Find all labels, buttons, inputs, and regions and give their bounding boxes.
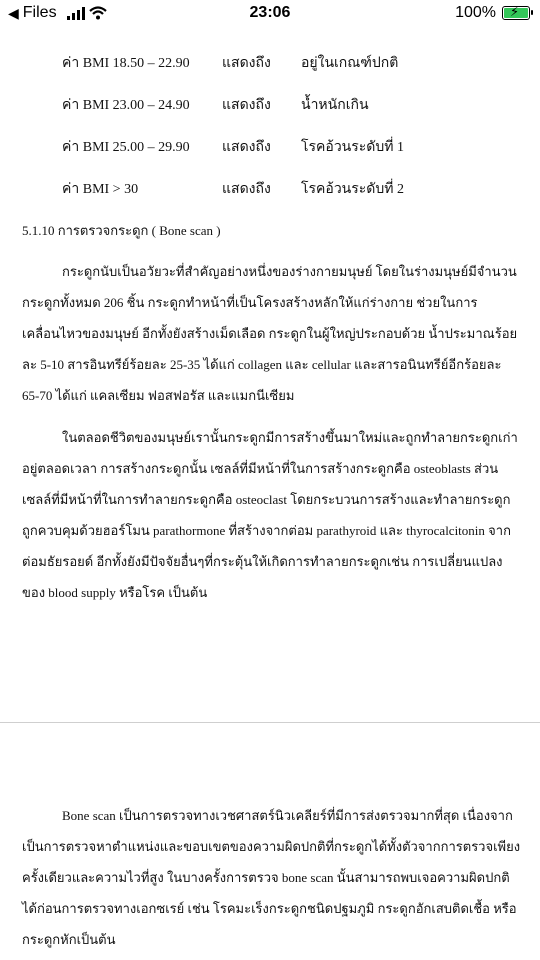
bmi-range: ค่า BMI 25.00 – 29.90	[62, 140, 190, 155]
page-divider	[0, 722, 540, 723]
bmi-range: ค่า BMI 18.50 – 22.90	[62, 56, 190, 71]
bmi-meaning: น้ำหนักเกิน	[301, 98, 369, 113]
bmi-range: ค่า BMI 23.00 – 24.90	[62, 98, 190, 113]
bmi-meaning: โรคอ้วนระดับที่ 1	[301, 140, 404, 155]
bmi-range: ค่า BMI > 30	[62, 182, 139, 197]
bmi-verb: แสดงถึง	[222, 56, 271, 71]
bmi-meaning: อยู่ในเกณฑ์ปกติ	[301, 56, 399, 71]
bmi-verb: แสดงถึง	[222, 98, 271, 113]
paragraph-text: กระดูกนับเป็นอวัยวะที่สำคัญอย่างหนึ่งของร่างกายมนุษย์ โดยในร่างมนุษย์มีจำนวนกระดูกทั้งหมด 206 ชิ้น กระดูกทำหน้าที่เป็นโครงสร้างหลักให้แก่ร่างกาย ช่วยในการเคลื่อนไหวของมนุษย์ อีกทั้งยังสร้างเม็ดเลือด กระดูกในผู้ใหญ่ประกอบด้วย น้ำประมาณร้อยละ 5-10 สารอินทรีย์ร้อยละ 25-35 ได้แก่ collagen และ cellular และสารอนินทรีย์อีกร้อยละ 65-70 ได้แก่ แคลเซียม ฟอสฟอรัส และแมกนีเซียม	[22, 264, 518, 403]
battery-charging-icon: ⚡	[502, 6, 530, 20]
paragraph-bone-scan	[22, 800, 522, 955]
paragraph-bone-composition	[22, 256, 522, 411]
bmi-verb: แสดงถึง	[222, 182, 271, 197]
paragraph-text: Bone scan เป็นการตรวจทางเวชศาสตร์นิวเคลียร์ที่มีการส่งตรวจมากที่สุด เนื่องจากเป็นการตรวจหาตำแหน่งและขอบเขตของความผิดปกติที่กระดูกได้ทั้งตัวจากการตรวจเพียงครั้งเดียวและความไวที่สูง ในบางครั้งการตรวจ bone scan นั้นสามารถพบเจอความผิดปกติได้ก่อนการตรวจทางเอกซเรย์ เช่น โรคมะเร็งกระดูกชนิดปฐมภูมิ กระดูกอักเสบติดเชื้อ หรือกระดูกหักเป็นต้น	[22, 808, 521, 947]
back-app-label: Files	[22, 4, 57, 21]
status-time: 23:06	[249, 4, 291, 21]
back-arrow-icon: ◀	[8, 4, 19, 21]
paragraph-bone-remodeling	[22, 422, 522, 608]
section-heading: 5.1.10 การตรวจกระดูก ( Bone scan )	[22, 223, 221, 238]
paragraph-text: ในตลอดชีวิตของมนุษย์เรานั้นกระดูกมีการสร้างขึ้นมาใหม่และถูกทำลายกระดูกเก่าอยู่ตลอดเวลา การสร้างกระดูกนั้น เซลล์ที่มีหน้าที่ในการสร้างกระดูกคือ osteoblasts ส่วนเซลล์ที่มีหน้าที่ในการทำลายกระดูกคือ osteoclast โดยกระบวนการสร้างและทำลายกระดูกถูกควบคุมด้วยฮอร์โมน parathormone ที่สร้างจากต่อม parathyroid และ thyrocalcitonin จากต่อมธัยรอยด์ อีกทั้งยังมีปัจจัยอื่นๆที่กระตุ้นให้เกิดการทำลายกระดูกเช่น การเปลี่ยนแปลงของ blood supply หรือโรค เป็นต้น	[22, 430, 518, 600]
battery-percent: 100%	[455, 4, 496, 21]
bmi-verb: แสดงถึง	[222, 140, 271, 155]
bmi-meaning: โรคอ้วนระดับที่ 2	[301, 182, 404, 197]
status-bar	[0, 0, 540, 28]
